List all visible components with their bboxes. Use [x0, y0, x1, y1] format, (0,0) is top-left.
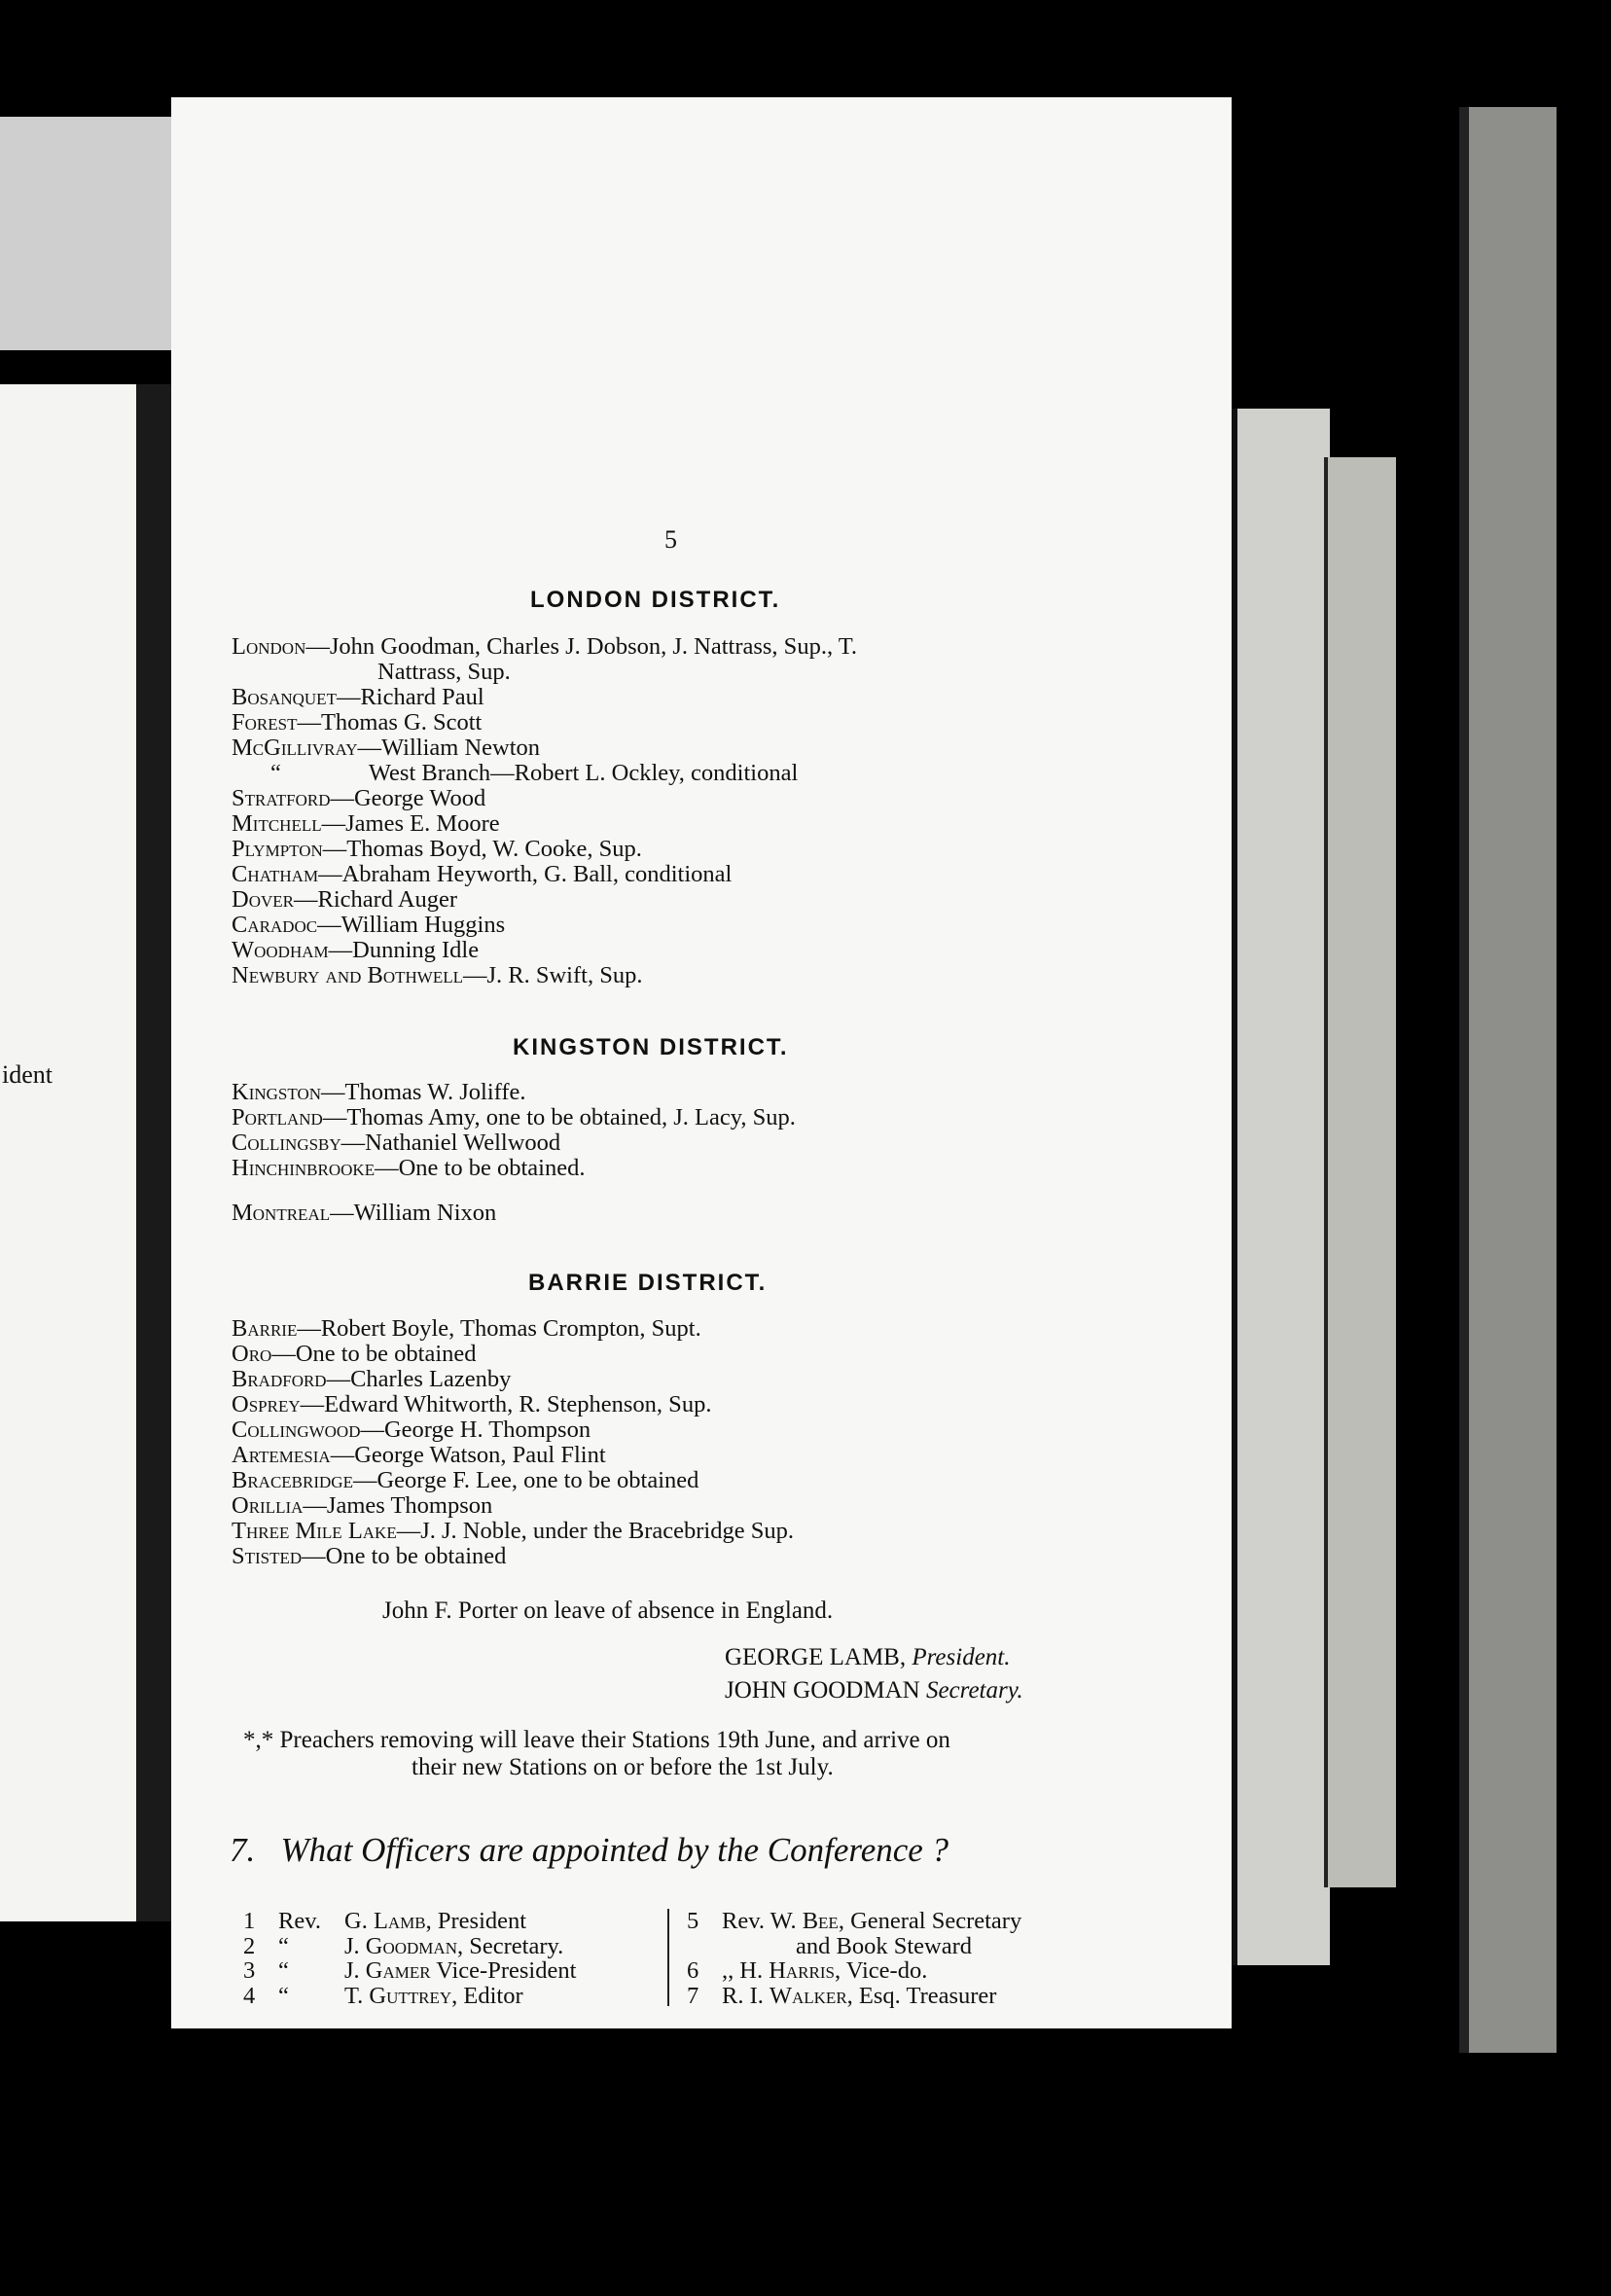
officer-prefix: Rev. W.	[722, 1908, 797, 1934]
officer-row	[687, 1909, 1021, 1934]
officer-prefix: Rev.	[278, 1908, 321, 1934]
station-entry	[232, 1342, 1127, 1367]
station-preachers: —Richard Paul	[336, 684, 484, 710]
station-preachers: —George Watson, Paul Flint	[330, 1442, 606, 1468]
station-preachers: —One to be obtained	[271, 1341, 477, 1367]
station-entry	[232, 837, 1127, 862]
station-entry	[232, 1493, 1127, 1519]
london-entries	[232, 634, 1127, 988]
officer-role: , President	[425, 1908, 527, 1934]
note-marker: *,*	[243, 1727, 274, 1753]
page-number: 5	[664, 525, 677, 554]
officer-number: 6	[687, 1957, 699, 1984]
officer-prefix: “	[278, 1932, 289, 1959]
officer-number: 3	[243, 1957, 256, 1984]
officer-name: T. Guttrey	[344, 1982, 452, 2009]
station-place: Chatham	[232, 861, 319, 887]
station-place: Caradoc	[232, 912, 318, 938]
officer-role: , Secretary.	[456, 1932, 564, 1959]
officer-role: Vice-President	[430, 1957, 577, 1984]
station-entry	[232, 660, 1127, 685]
station-entry	[232, 735, 1127, 761]
station-entry	[232, 887, 1127, 913]
officer-name: H. Harris	[739, 1957, 835, 1984]
officer-number: 1	[243, 1908, 256, 1934]
station-preachers: —John Goodman, Charles J. Dobson, J. Nattrass, Sup., T.	[305, 633, 858, 660]
station-entry	[232, 811, 1127, 837]
officer-role: , General Secretary	[838, 1908, 1022, 1934]
station-entry	[232, 1519, 1127, 1544]
station-place: Kingston	[232, 1079, 321, 1105]
officer-role: , Esq. Treasurer	[846, 1982, 997, 2009]
station-place: Collingwood	[232, 1417, 361, 1443]
station-preachers: —Edward Whitworth, R. Stephenson, Sup.	[300, 1391, 712, 1417]
question-heading: 7. What Officers are appointed by the Conference ?	[230, 1831, 949, 1869]
officer-name: Bee	[802, 1908, 839, 1934]
officer-number: 4	[243, 1982, 256, 2009]
station-place: Forest	[232, 709, 298, 735]
station-entry	[232, 1367, 1127, 1392]
station-entry	[232, 1417, 1127, 1443]
station-preachers: —William Huggins	[317, 912, 506, 938]
station-place: Woodham	[232, 937, 329, 963]
station-preachers: —George F. Lee, one to be obtained	[352, 1467, 699, 1493]
officer-name: J. Goodman	[344, 1932, 457, 1959]
station-entry	[232, 938, 1127, 963]
leave-note: John F. Porter on leave of absence in England.	[382, 1597, 834, 1624]
station-preachers: —Thomas W. Joliffe.	[321, 1079, 526, 1105]
station-place: “	[270, 760, 281, 786]
barrie-entries	[232, 1316, 1127, 1569]
officer-row	[243, 1909, 576, 1934]
station-place: Hinchinbrooke	[232, 1155, 376, 1181]
station-entry	[232, 786, 1127, 811]
left-page-text-fragment: ident	[2, 1060, 53, 1089]
note-line-1: Preachers removing will leave their Stations 19th June, and arrive on	[279, 1727, 950, 1753]
station-place: Newbury and Bothwell	[232, 962, 463, 988]
station-preachers: —Nathaniel Wellwood	[340, 1130, 561, 1156]
officer-number: 2	[243, 1932, 256, 1959]
station-entry	[232, 1201, 1127, 1226]
station-preachers: —Robert Boyle, Thomas Crompton, Supt.	[297, 1315, 701, 1342]
book-cover	[1459, 107, 1557, 2053]
station-place: Stisted	[232, 1543, 303, 1569]
officer-role: and Book Steward	[796, 1932, 972, 1959]
station-preachers: —Thomas Boyd, W. Cooke, Sup.	[322, 836, 642, 862]
station-preachers: —One to be obtained.	[375, 1155, 586, 1181]
district-heading-kingston: KINGSTON DISTRICT.	[513, 1034, 789, 1060]
district-heading-barrie: BARRIE DISTRICT.	[528, 1270, 768, 1296]
station-place: Orillia	[232, 1492, 304, 1519]
kingston-entries	[232, 1080, 1127, 1226]
officer-name: Walker	[769, 1982, 847, 2009]
book-spine	[136, 384, 171, 1921]
officer-prefix: R. I.	[722, 1982, 764, 2009]
station-preachers: —Richard Auger	[293, 886, 458, 913]
officer-prefix: “	[278, 1957, 289, 1984]
station-preachers: —George Wood	[330, 785, 486, 811]
station-entry	[232, 1156, 1127, 1181]
station-place: Plympton	[232, 836, 323, 862]
page-edges	[1232, 409, 1330, 1965]
station-place: Stratford	[232, 785, 331, 811]
note-line-2: their new Stations on or before the 1st July.	[412, 1754, 834, 1780]
officer-number: 5	[687, 1908, 699, 1934]
station-preachers: West Branch—Robert L. Ockley, conditional	[368, 760, 799, 786]
station-preachers: —Thomas Amy, one to be obtained, J. Lacy, Sup.	[322, 1104, 796, 1130]
signature-secretary: JOHN GOODMAN Secretary.	[725, 1677, 1023, 1704]
station-entry	[232, 761, 1127, 786]
station-entry	[232, 862, 1127, 887]
station-preachers: —Thomas G. Scott	[297, 709, 483, 735]
station-entry	[232, 1544, 1127, 1569]
station-entry	[232, 963, 1127, 988]
station-place: Mitchell	[232, 810, 322, 837]
officer-row	[243, 1984, 576, 2009]
station-entry	[232, 1468, 1127, 1493]
officer-prefix: ,,	[722, 1957, 734, 1984]
officer-row	[243, 1934, 576, 1959]
station-entry	[232, 913, 1127, 938]
station-place: Dover	[232, 886, 294, 913]
station-place: Osprey	[232, 1391, 301, 1417]
station-entry	[232, 1130, 1127, 1156]
station-preachers: —J. J. Noble, under the Bracebridge Sup.	[396, 1518, 794, 1544]
officer-row	[687, 1958, 1021, 1984]
station-preachers: —Charles Lazenby	[326, 1366, 512, 1392]
station-place: McGillivray	[232, 735, 358, 761]
station-preachers: —One to be obtained	[302, 1543, 507, 1569]
station-entry	[232, 1392, 1127, 1417]
station-place: Oro	[232, 1341, 272, 1367]
station-preachers: —Dunning Idle	[328, 937, 480, 963]
station-entry	[232, 634, 1127, 660]
officer-role: , Editor	[451, 1982, 523, 2009]
officer-prefix: “	[278, 1982, 289, 2009]
officer-row	[687, 1934, 1021, 1959]
station-place: Montreal	[232, 1200, 331, 1226]
station-preachers: —Abraham Heyworth, G. Ball, conditional	[318, 861, 733, 887]
station-preachers: —William Nixon	[330, 1200, 497, 1226]
station-entry	[232, 685, 1127, 710]
left-page	[0, 384, 136, 1921]
column-divider	[667, 1909, 669, 2006]
officer-row	[687, 1984, 1021, 2009]
station-preachers: —James E. Moore	[321, 810, 500, 837]
station-place: Three Mile Lake	[232, 1518, 397, 1544]
officer-number: 7	[687, 1982, 699, 2009]
district-heading-london: LONDON DISTRICT.	[530, 587, 781, 613]
station-place: Barrie	[232, 1315, 298, 1342]
station-preachers: —J. R. Swift, Sup.	[462, 962, 643, 988]
signature-president: GEORGE LAMB, President.	[725, 1644, 1011, 1670]
officers-list-left	[243, 1909, 576, 2008]
station-entry	[232, 1316, 1127, 1342]
station-entry	[232, 710, 1127, 735]
torn-page-edges	[1324, 457, 1396, 1887]
officer-name: G. Lamb	[344, 1908, 426, 1934]
station-preachers: —George H. Thompson	[360, 1417, 591, 1443]
officers-list-right	[687, 1909, 1021, 2008]
station-place: Bracebridge	[232, 1467, 353, 1493]
station-place: Portland	[232, 1104, 323, 1130]
officer-name: J. Gamer	[344, 1957, 431, 1984]
station-place: Bosanquet	[232, 684, 337, 710]
station-place: London	[232, 633, 306, 660]
station-preachers: Nattrass, Sup.	[377, 659, 511, 685]
station-place: Bradford	[232, 1366, 327, 1392]
preachers-note	[243, 1727, 950, 1781]
officer-row	[243, 1958, 576, 1984]
station-entry	[232, 1105, 1127, 1130]
station-preachers: —James Thompson	[303, 1492, 493, 1519]
station-preachers: —William Newton	[357, 735, 541, 761]
station-entry	[232, 1080, 1127, 1105]
station-entry	[232, 1443, 1127, 1468]
station-place: Collingsby	[232, 1130, 341, 1156]
officer-role: , Vice-do.	[834, 1957, 928, 1984]
station-place: Artemesia	[232, 1442, 331, 1468]
